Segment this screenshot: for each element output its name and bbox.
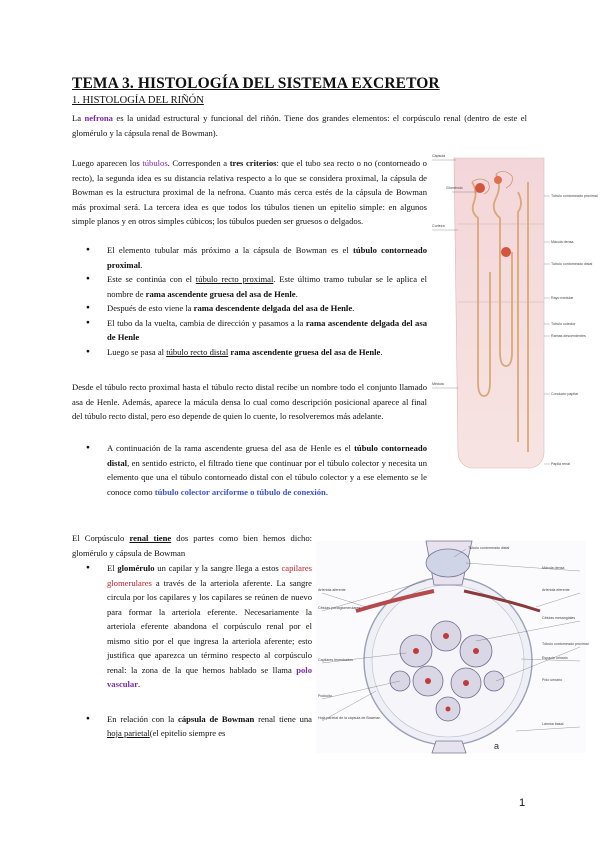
fig2-label: Células mesangiales (542, 616, 576, 620)
fig2-label: Hoja parietal de la cápsula de Bowman (318, 716, 381, 720)
fig2-label: Arteriola aferente (318, 588, 346, 592)
page-title: TEMA 3. HISTOLOGÍA DEL SISTEMA EXCRETOR (72, 75, 440, 92)
list-item: ● A continuación de la rama ascendente gruesa del asa de Henle es el túbulo contorneado distal, en sentido estricto, el filtrado tiene que continuar por el túbulo colector y necesita un elemento que una el túbulo contorneado distal con el túbulo colector y a ese elemento se le conoce como túbulo colector arciforme o túbulo de conexión. (72, 441, 427, 499)
fig1-label: Túbulo contorneado proximal (551, 194, 598, 198)
bullet-list-distal (72, 441, 427, 499)
list-item: ● El tubo da la vuelta, cambia de dirección y pasamos a la rama ascendente delgada del asa de Henle (72, 316, 427, 345)
page-number: 1 (519, 797, 526, 809)
fig2-label: Túbulo contorneado proximal (542, 642, 589, 646)
fig1-label: Túbulo contorneado distal (551, 262, 593, 266)
fig1-label: Rayo medular (551, 296, 574, 300)
paragraph-corpusculo: El Corpúsculo renal tiene dos partes como bien hemos dicho: glomérulo y cápsula de Bowman (72, 533, 313, 558)
fig1-label: Corteza (432, 224, 445, 228)
fig2-label: Podocito (318, 694, 332, 698)
paragraph-asa-henle: Desde el túbulo recto proximal hasta el túbulo recto distal recibe un nombre todo el conjunto llamado asa de Henle. Además, aparece la mácula densa lo cual como descripción posicional aparece al final del túbulo recto distal, pero eso depende de quien lo cuente, lo resolveremos más adelante. (72, 382, 427, 421)
fig1-label: Túbulo colector (551, 322, 576, 326)
fig2-label: Mácula densa (542, 566, 565, 570)
fig1-label: Conducto papilar (551, 392, 579, 396)
list-item: ● En relación con la cápsula de Bowman renal tiene una hoja parietal(el epitelio siempre es (72, 712, 312, 741)
list-item: ● Este se continúa con el túbulo recto proximal. Este último tramo tubular se le aplica el nombre de rama ascendente gruesa del asa de Henle. (72, 272, 427, 301)
fig2-label: Túbulo contorneado distal (468, 546, 510, 550)
list-item: ● Después de esto viene la rama descendente delgada del asa de Henle. (72, 301, 427, 316)
fig1-label: Médula (432, 382, 444, 386)
fig2-label: Capilares fenestrados (318, 658, 353, 662)
term-nefrona: nefrona (84, 113, 113, 123)
bullet-list-corpusculo (72, 561, 312, 761)
paragraph-nefrona: La nefrona es la unidad estructural y funcional del riñón. Tiene dos grandes elementos: el corpúsculo renal (dentro de este el glomérulo y la cápsula renal de Bowman). (72, 113, 527, 138)
bullet-list-tubulos (72, 243, 427, 359)
term-renal-tiene: renal tiene (129, 533, 172, 543)
fig2-label: Células yuxtaglomerulares (318, 606, 361, 610)
list-item: ● El glomérulo un capilar y la sangre llega a estos capilares glomerulares a través de la arteriola aferente. La sangre circula por los capilares y los capilares se reúnen de nuevo para formar la arteriola eferente. Necesariamente la arteriola eferente abandona el corpúsculo renal por el mismo sitio por el que ingresa la arteriola aferente; esto justifica que aparezca un término respecto al corpúsculo renal: la zona de la que hemos hablado se llama polo vascular. (72, 561, 312, 692)
renal-corpuscle-diagram (316, 541, 589, 753)
nephron-diagram (432, 152, 598, 472)
list-item: ● Luego se pasa al túbulo recto distal rama ascendente gruesa del asa de Henle. (72, 345, 427, 360)
fig2-label: Espacio urinario (542, 656, 568, 660)
paragraph-tubulos: Luego aparecen los túbulos. Corresponden a tres criterios: que el tubo sea recto o no (contorneado o recto), la segunda idea es su distancia relativa respecto a lo que se considera proximal, la cápsula de Bowman es la estructura proximal de la nefrona. Cuanto más cerca estés de la cápsula de Bowman más proximal será. La tercera idea es que todos los túbulos tienen un epitelio simple: en algunos simple planos y en otros simples cúbicos; los túbulos pueden ser gruesos o delgados. (72, 158, 427, 226)
fig2-label: Arteriola eferente (542, 588, 570, 592)
fig2-label: Lámina basal (542, 722, 564, 726)
term-tubulos: túbulos (142, 158, 168, 168)
fig2-letter: a (494, 741, 500, 751)
fig1-label: Cápsula (432, 154, 446, 158)
fig2-label: Polo urinario (542, 678, 563, 682)
fig1-label: Ramas descendentes (551, 334, 586, 338)
fig1-label: Mácula densa (551, 240, 574, 244)
term-tres-criterios: tres criterios (229, 158, 277, 168)
fig1-label: Glomérulo (446, 186, 463, 190)
list-item: ● El elemento tubular más próximo a la cápsula de Bowman es el túbulo contorneado proximal. (72, 243, 427, 272)
fig1-label: Papila renal (551, 462, 570, 466)
section-heading: 1. HISTOLOGÍA DEL RIÑÓN (72, 95, 204, 106)
